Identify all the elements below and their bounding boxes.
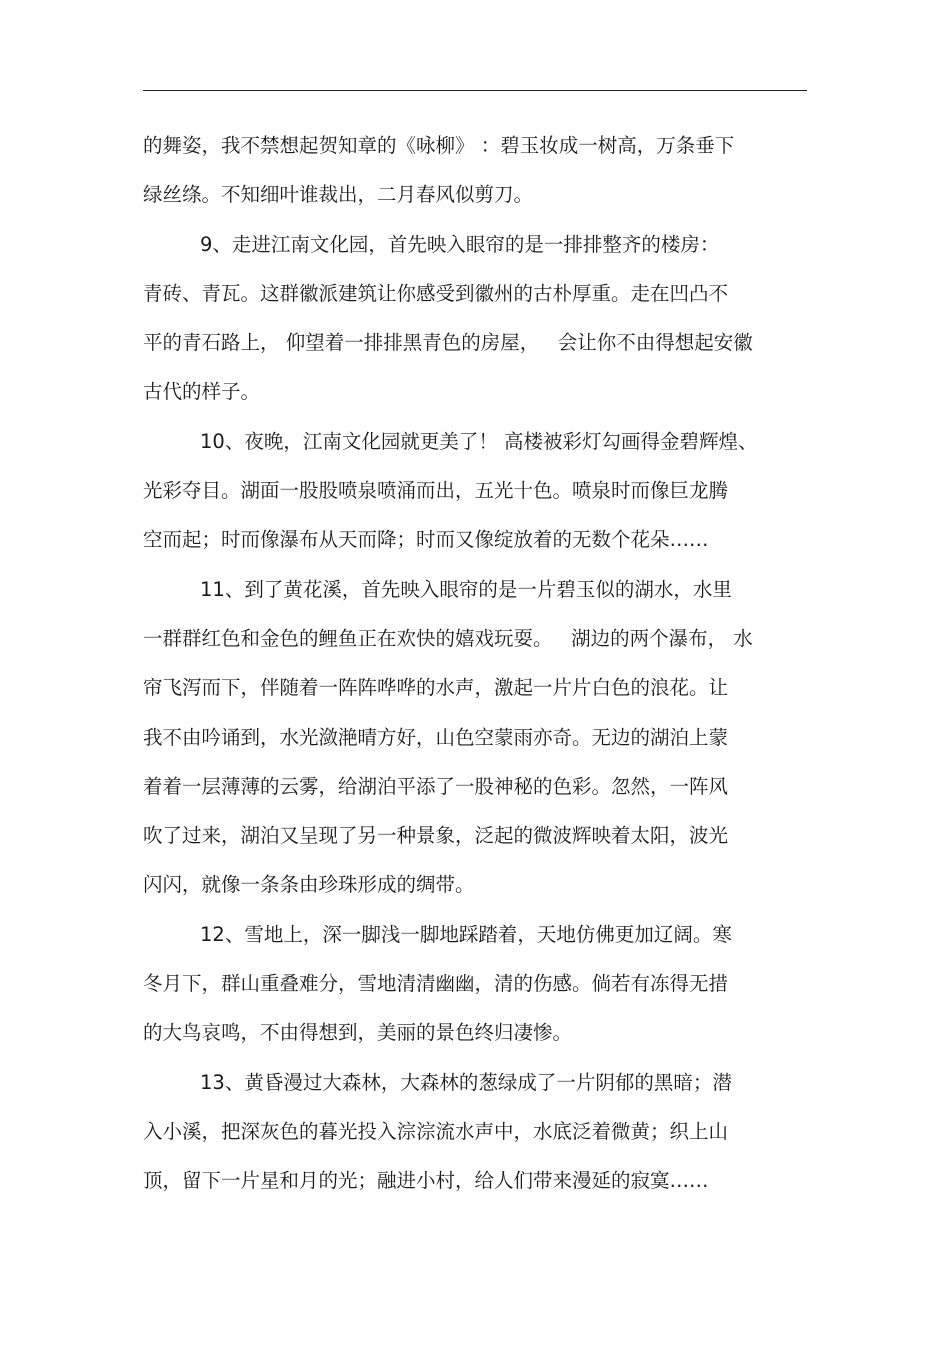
text-line: 顶，留下一片星和月的光；融进小村，给人们带来漫延的寂寞…… (143, 1169, 709, 1193)
text-line: 帘飞泻而下，伴随着一阵阵哗哗的水声，激起一片片白色的浪花。让 (143, 676, 729, 700)
paragraph-13-first-line: 13、黄昏漫过大森林，大森林的葱绿成了一片阴郁的黑暗；潜 (200, 1070, 732, 1094)
paragraph-10-first-line: 10、夜晚，江南文化园就更美了！ 高楼被彩灯勾画得金碧辉煌、 (200, 429, 758, 453)
text-line: 我不由吟诵到，水光潋滟晴方好，山色空蒙雨亦奇。无边的湖泊上蒙 (143, 725, 729, 749)
text-line: 闪闪，就像一条条由珍珠形成的绸带。 (143, 873, 475, 897)
paragraph-12-first-line: 12、雪地上，深一脚浅一脚地踩踏着，天地仿佛更加辽阔。寒 (200, 922, 732, 946)
text-line: 入小溪，把深灰色的暮光投入淙淙流水声中，水底泛着微黄；织上山 (143, 1119, 729, 1143)
paragraph-11-first-line: 11、到了黄花溪，首先映入眼帘的是一片碧玉似的湖水，水里 (200, 577, 732, 601)
text-line: 光彩夺目。湖面一股股喷泉喷涌而出，五光十色。喷泉时而像巨龙腾 (143, 479, 729, 503)
paragraph-9-first-line: 9、走进江南文化园，首先映入眼帘的是一排排整齐的楼房： (200, 232, 720, 256)
text-line: 的舞姿，我不禁想起贺知章的《咏柳》 ：碧玉妆成一树高，万条垂下 (143, 134, 735, 157)
header-rule (143, 90, 807, 91)
document-body (143, 121, 823, 1206)
text-line: 吹了过来，湖泊又呈现了另一种景象，泛起的微波辉映着太阳，波光 (143, 824, 729, 848)
text-line: 古代的样子。 (143, 380, 261, 404)
text-line: 一群群红色和金色的鲤鱼正在欢快的嬉戏玩耍。 湖边的两个瀑布， 水 (143, 626, 753, 650)
text-line: 着着一层薄薄的云雾，给湖泊平添了一股神秘的色彩。忽然，一阵风 (143, 774, 729, 798)
text-line: 绿丝绦。不知细叶谁裁出，二月春风似剪刀。 (143, 183, 534, 207)
text-line: 的大鸟哀鸣，不由得想到，美丽的景色终归凄惨。 (143, 1021, 573, 1045)
text-line: 冬月下，群山重叠难分，雪地清清幽幽，清的伤感。倘若有冻得无措 (143, 972, 729, 996)
text-line: 青砖、青瓦。这群徽派建筑让你感受到徽州的古朴厚重。走在凹凸不 (143, 281, 729, 305)
text-line: 空而起；时而像瀑布从天而降；时而又像绽放着的无数个花朵…… (143, 528, 709, 552)
text-line: 平的青石路上， 仰望着一排排黑青色的房屋， 会让你不由得想起安徽 (143, 331, 753, 355)
